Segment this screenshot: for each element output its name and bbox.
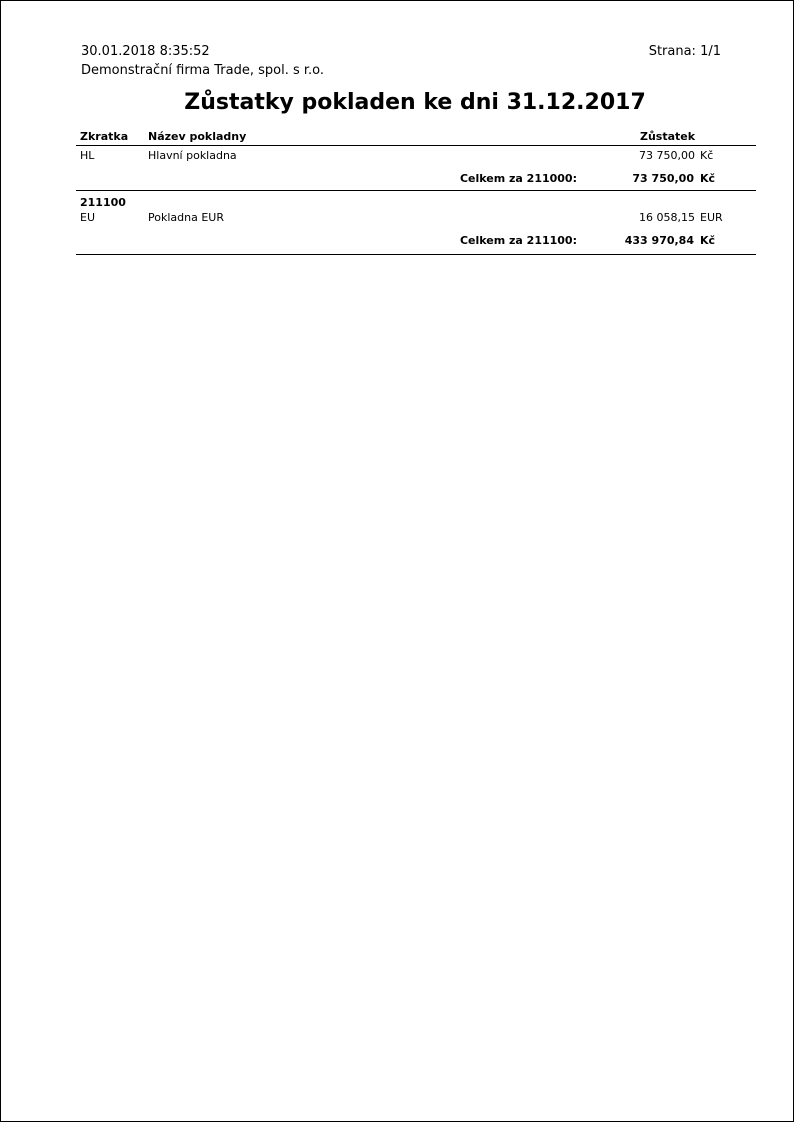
group-total-amount: 433 970,84	[624, 234, 694, 247]
print-datetime: 30.01.2018 8:35:52	[81, 44, 210, 59]
group-account: 211100	[80, 196, 126, 209]
row-code: EU	[80, 211, 96, 224]
group-total-label: Celkem za 211000:	[459, 172, 577, 185]
header-divider	[76, 145, 756, 146]
group-total-currency: Kč	[700, 172, 716, 185]
row-currency: EUR	[700, 211, 723, 224]
column-header-code: Zkratka	[80, 130, 129, 143]
company-name: Demonstrační firma Trade, spol. s r.o.	[81, 63, 325, 78]
column-header-name: Název pokladny	[148, 130, 247, 143]
column-header-balance: Zůstatek	[640, 130, 696, 143]
group-divider	[76, 190, 756, 191]
row-amount: 16 058,15	[639, 211, 695, 224]
row-name: Pokladna EUR	[148, 211, 224, 224]
group-total-label: Celkem za 211100:	[459, 234, 577, 247]
row-name: Hlavní pokladna	[148, 149, 237, 162]
row-code: HL	[80, 149, 95, 162]
group-divider	[76, 254, 756, 255]
group-total-currency: Kč	[700, 234, 716, 247]
row-amount: 73 750,00	[639, 149, 695, 162]
report-title: Zůstatky pokladen ke dni 31.12.2017	[184, 90, 646, 115]
page-number: Strana: 1/1	[648, 44, 721, 59]
group-total-amount: 73 750,00	[632, 172, 694, 185]
row-currency: Kč	[700, 149, 714, 162]
